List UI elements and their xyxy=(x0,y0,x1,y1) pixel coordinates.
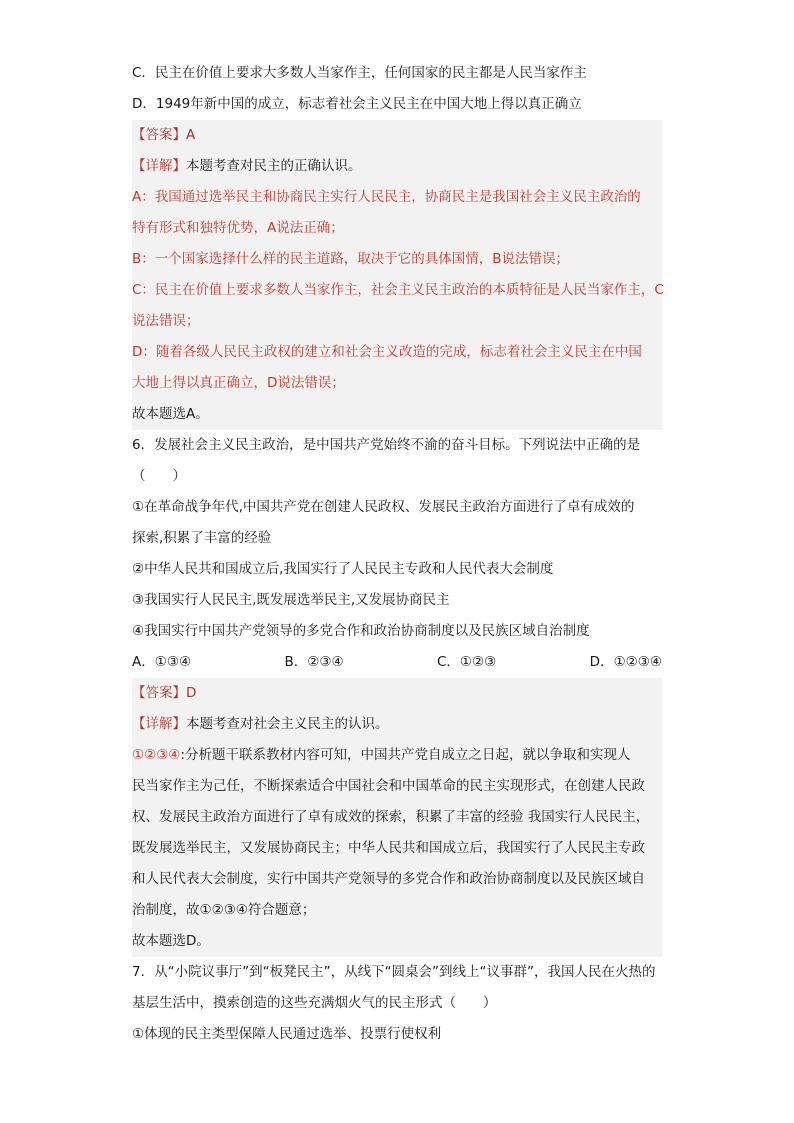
q5-answer-block xyxy=(132,120,662,430)
answer-value: D xyxy=(186,685,197,701)
q6-detail xyxy=(132,709,662,740)
q6-option-d: D．①②③④ xyxy=(589,654,662,670)
q6-stem-blank: （ ） xyxy=(132,468,186,484)
detail-label: 【详解】 xyxy=(132,716,186,732)
q7-stem-cont: 基层生活中，摸索创造的这些充满烟火气的民主形式（ ） xyxy=(132,995,497,1011)
q6-statement-4: ④我国实行中国共产党领导的多党合作和政治协商制度以及民族区域自治制度 xyxy=(132,623,590,639)
answer-label: 【答案】 xyxy=(132,685,186,701)
q5-detail-line: B：一个国家选择什么样的民主道路，取决于它的具体国情，B说法错误； xyxy=(132,251,570,267)
answer-value: A xyxy=(186,127,196,143)
q6-stem: 6．发展社会主义民主政治，是中国共产党始终不渝的奋斗目标。下列说法中正确的是 xyxy=(132,437,641,453)
q6-marker: ①②③④ xyxy=(132,747,181,763)
q7-statement-1: ①体现的民主类型保障人民通过选举、投票行使权利 xyxy=(132,1026,442,1042)
q6-answer xyxy=(132,678,662,709)
q6-option-b: B．②③④ xyxy=(284,654,344,670)
detail-label: 【详解】 xyxy=(132,158,186,174)
q6-detail-line: 权、发展民主政治方面进行了卓有成效的探索，积累了丰富的经验 我国实行人民民主， xyxy=(132,809,650,825)
detail-intro: 本题考查对社会主义民主的认识。 xyxy=(186,716,389,732)
q5-detail-line: C：民主在价值上要求多数人当家作主，社会主义民主政治的本质特征是人民当家作主，C xyxy=(132,282,664,298)
document-page xyxy=(132,58,662,1050)
q5-detail-line: 特有形式和独特优势，A说法正确； xyxy=(132,220,344,236)
detail-intro: 本题考查对民主的正确认识。 xyxy=(186,158,362,174)
q6-option-c: C．①②③ xyxy=(437,654,497,670)
q5-conclusion: 故本题选A。 xyxy=(132,406,209,422)
q6-detail-line: 和人民代表大会制度，实行中国共产党领导的多党合作和政治协商制度以及民族区域自 xyxy=(132,871,645,887)
q6-conclusion: 故本题选D。 xyxy=(132,933,210,949)
q6-detail-line: 既发展选举民主，又发展协商民主；中华人民共和国成立后，我国实行了人民民主专政 xyxy=(132,840,645,856)
q6-options xyxy=(132,647,662,678)
q5-detail-line: 大地上得以真正确立，D说法错误； xyxy=(132,375,345,391)
q6-statement-1-cont: 探索,积累了丰富的经验 xyxy=(132,530,272,546)
answer-label: 【答案】 xyxy=(132,127,186,143)
q6-detail-line xyxy=(132,740,662,771)
q5-answer xyxy=(132,120,662,151)
q6-statement-3: ③我国实行人民民主,既发展选举民主,又发展协商民主 xyxy=(132,592,450,608)
q6-detail-line: 民当家作主为己任，不断探索适合中国社会和中国革命的民主实现形式，在创建人民政 xyxy=(132,778,645,794)
q7-stem: 7．从“小院议事厅”到“板凳民主”，从线下“圆桌会”到线上“议事群”，我国人民在火热的 xyxy=(132,964,656,980)
q5-detail-line: A：我国通过选举民主和协商民主实行人民民主，协商民主是我国社会主义民主政治的 xyxy=(132,189,641,205)
q6-detail-line: 治制度，故①②③④符合题意； xyxy=(132,902,316,918)
q6-answer-block xyxy=(132,678,662,957)
q5-detail-line: D：随着各级人民民主政权的建立和社会主义改造的完成，标志着社会主义民主在中国 xyxy=(132,344,642,360)
q5-option-c: C．民主在价值上要求大多数人当家作主，任何国家的民主都是人民当家作主 xyxy=(132,65,587,81)
q5-detail xyxy=(132,151,662,182)
q6-option-a: A．①③④ xyxy=(132,654,192,670)
q5-detail-line: 说法错误； xyxy=(132,313,200,329)
q6-statement-2: ②中华人民共和国成立后,我国实行了人民民主专政和人民代表大会制度 xyxy=(132,561,554,577)
q6-statement-1: ①在革命战争年代,中国共产党在创建人民政权、发展民主政治方面进行了卓有成效的 xyxy=(132,499,635,515)
q5-option-d: D．1949年新中国的成立，标志着社会主义民主在中国大地上得以真正确立 xyxy=(132,96,582,112)
q6-detail-line1-rest: :分析题干联系教材内容可知，中国共产党自成立之日起，就以争取和实现人 xyxy=(180,747,631,763)
